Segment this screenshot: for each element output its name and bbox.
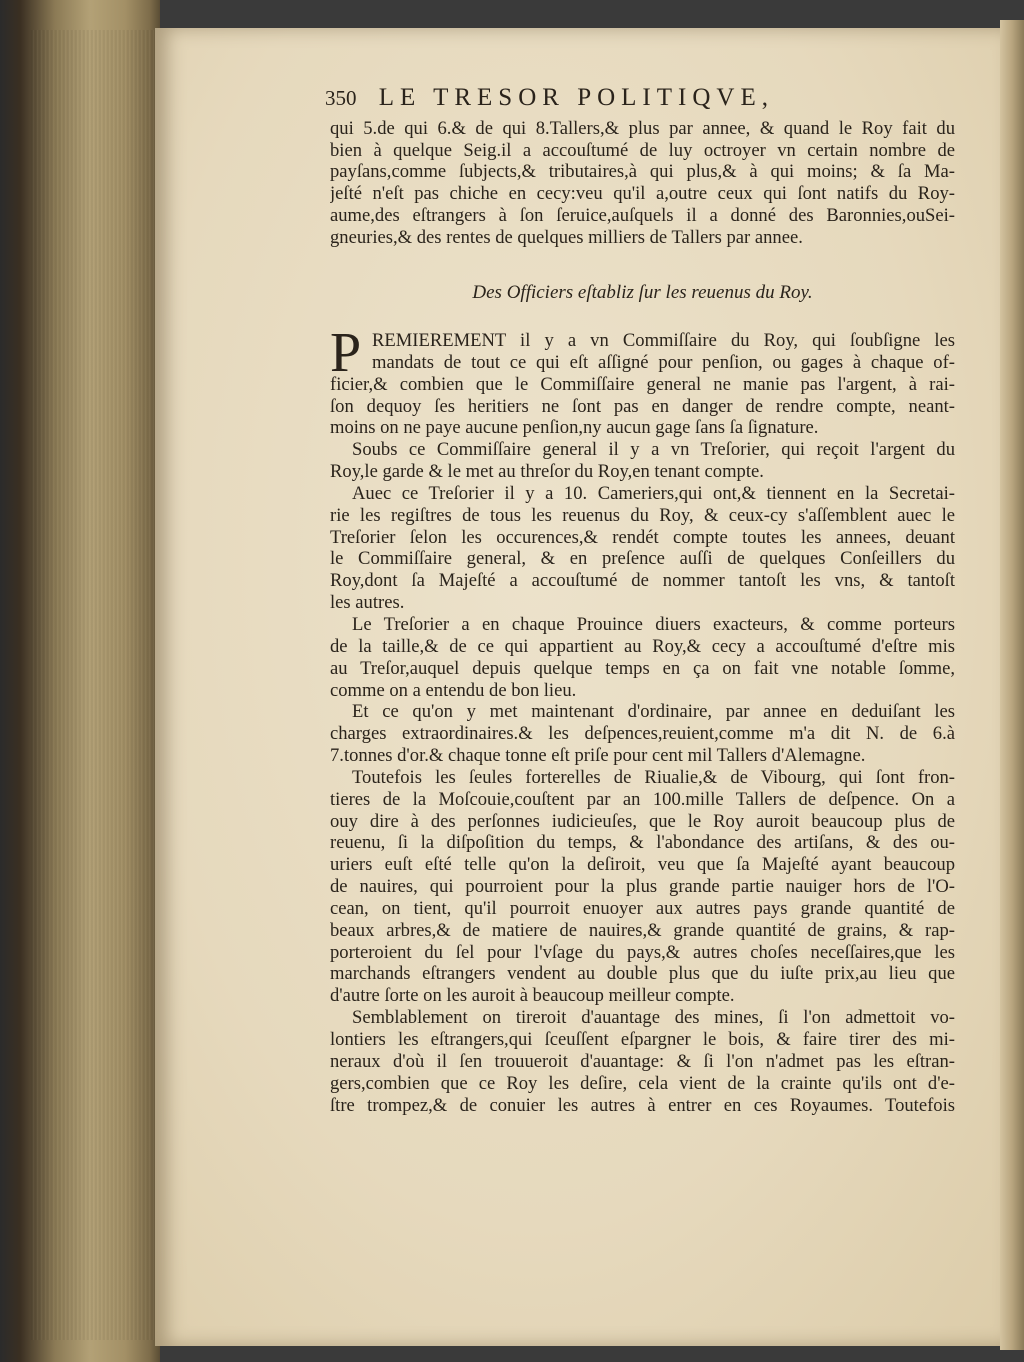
text-line: Soubs ce Commiſſaire general il y a vn Treſorier, qui reçoit l'argent du [352, 439, 955, 461]
text-line: jeſté n'eſt pas chiche en cecy:veu qu'il a,outre ceux qui ſont natifs du Roy- [330, 183, 955, 205]
text-line: Le Treſorier a en chaque Prouince diuers exacteurs, & comme porteurs [352, 613, 955, 635]
text-line: gers,combien que ce Roy les deſire, cela vient de la crainte qu'ils ont d'e- [330, 1072, 955, 1094]
text-line: Toutefois les ſeules forterelles de Riualie,& de Vibourg, qui ſont fron- [352, 766, 955, 788]
text-line: payſans,comme ſubjects,& tributaires,à qui plus,& à qui moins; & ſa Ma- [330, 161, 955, 183]
text-line: qui 5.de qui 6.& de qui 8.Tallers,& plus par annee, & quand le Roy fait du [330, 118, 955, 139]
text-line: Et ce qu'on y met maintenant d'ordinaire, par annee en deduiſant les [352, 701, 955, 723]
text-line: ficier,& combien que le Commiſſaire general ne manie pas l'argent, à rai- [330, 373, 955, 395]
text-line: reuenu, ſi la diſpoſition du temps, & l'abondance des artiſans, & des ou- [330, 832, 955, 854]
text-line: ſon dequoy ſes heritiers ne ſont pas en danger de rendre compte, neant- [330, 395, 955, 417]
text-line: porteroient du ſel pour l'vſage du pays,& autres choſes neceſſaires,que les [330, 941, 955, 963]
text-line: beaux arbres,& de matiere de nauires,& grande quantité de grains, & rap- [330, 919, 955, 941]
text-line: comme on a entendu de bon lieu. [330, 679, 577, 701]
text-line: gneuries,& des rentes de quelques milliers de Tallers par annee. [330, 226, 803, 248]
intro-paragraph [330, 118, 955, 248]
text-line: lontiers les eſtrangers,qui ſceuſſent eſpargner le bois, & faire tirer des mi- [330, 1029, 955, 1050]
text-line: uriers euſt eſté telle qu'on la deſiroit, veu que ſa Majeſté ayant beaucoup [330, 854, 955, 876]
text-line: 7.tonnes d'or.& chaque tonne eſt priſe pour cent mil Tallers d'Alemagne. [330, 745, 866, 767]
text-line: rie les regiſtres de tous les reuenus du Roy, & ceux-cy s'aſſemblent auec le [330, 504, 955, 526]
page-number: 350 [325, 86, 357, 110]
page-edges [30, 30, 170, 1340]
text-line: d'autre ſorte on les auroit à beaucoup meilleur compte. [330, 985, 735, 1007]
text-line: marchands eſtrangers vendent au double plus que du iuſte prix,au lieu que [330, 963, 955, 985]
text-line: de la taille,& de ce qui appartient au Roy,& cecy a accouſtumé d'eſtre mis [330, 635, 955, 657]
text-line: de nauires, qui pourroient pour la plus grande partie nauiger hors de l'O- [330, 876, 955, 898]
running-header [325, 84, 975, 112]
text-line: mandats de tout ce qui eſt aſſigné pour penſion, ou gages à chaque of- [372, 351, 955, 373]
text-line: au Treſor,auquel depuis quelque temps en ça on fait vne notable ſomme, [330, 657, 955, 679]
text-line: le Commiſſaire general, & en preſence auſſi de quelques Conſeillers du [330, 548, 955, 570]
text-line: cean, on tient, qu'il pourroit enuoyer aux autres pays grande quantité de [330, 897, 955, 919]
text-line: ſtre trompez,& de conuier les autres à entrer en ces Royaumes. Toutefois [330, 1094, 955, 1116]
text-line: Roy,le garde & le met au threſor du Roy,en tenant compte. [330, 461, 764, 483]
body-text [330, 322, 955, 1116]
text-line: Semblablement on tireroit d'auantage des mines, ſi l'on admettoit vo- [352, 1007, 955, 1029]
text-line: Treſorier ſelon les occurences,& rendét compte toutes les annees, deuant [330, 526, 955, 548]
text-line: moins on ne paye aucune penſion,ny aucun gage ſans ſa ſignature. [330, 417, 819, 439]
text-line: aume,des eſtrangers à ſon ſeruice,auſquels il a donné des Baronnies,ouSei- [330, 204, 955, 226]
text-line: tieres de la Moſcouie,couſtent par an 100.mille Tallers de deſpence. On a [330, 788, 955, 810]
text-line: Roy,dont ſa Majeſté a accouſtumé de nommer tantoſt les vns, & tantoſt [330, 570, 955, 592]
text-line: Auec ce Treſorier il y a 10. Cameriers,qui ont,& tiennent en la Secretai- [352, 482, 955, 504]
text-line: REMIEREMENT il y a vn Commiſſaire du Roy, qui ſoubſigne les [372, 330, 955, 351]
drop-cap: P [330, 322, 362, 384]
text-line: bien à quelque Seig.il a accouſtumé de luy octroyer vn certain nombre de [330, 139, 955, 161]
running-title: LE TRESOR POLITIQVE, [378, 84, 774, 111]
facing-page-edge [1000, 20, 1024, 1350]
text-line: neraux d'où il ſen trouueroit d'auantage: & ſi l'on n'admet pas les eſtran- [330, 1050, 955, 1072]
text-line: les autres. [330, 592, 405, 614]
text-line: charges extraordinaires.& les deſpences,reuient,comme m'a dit N. de 6.à [330, 723, 955, 745]
text-line: ouy dire à des perſonnes iudicieuſes, que le Roy auroit beaucoup plus de [330, 810, 955, 832]
section-title: Des Officiers eſtabliz ſur les reuenus du Roy. [472, 282, 813, 303]
